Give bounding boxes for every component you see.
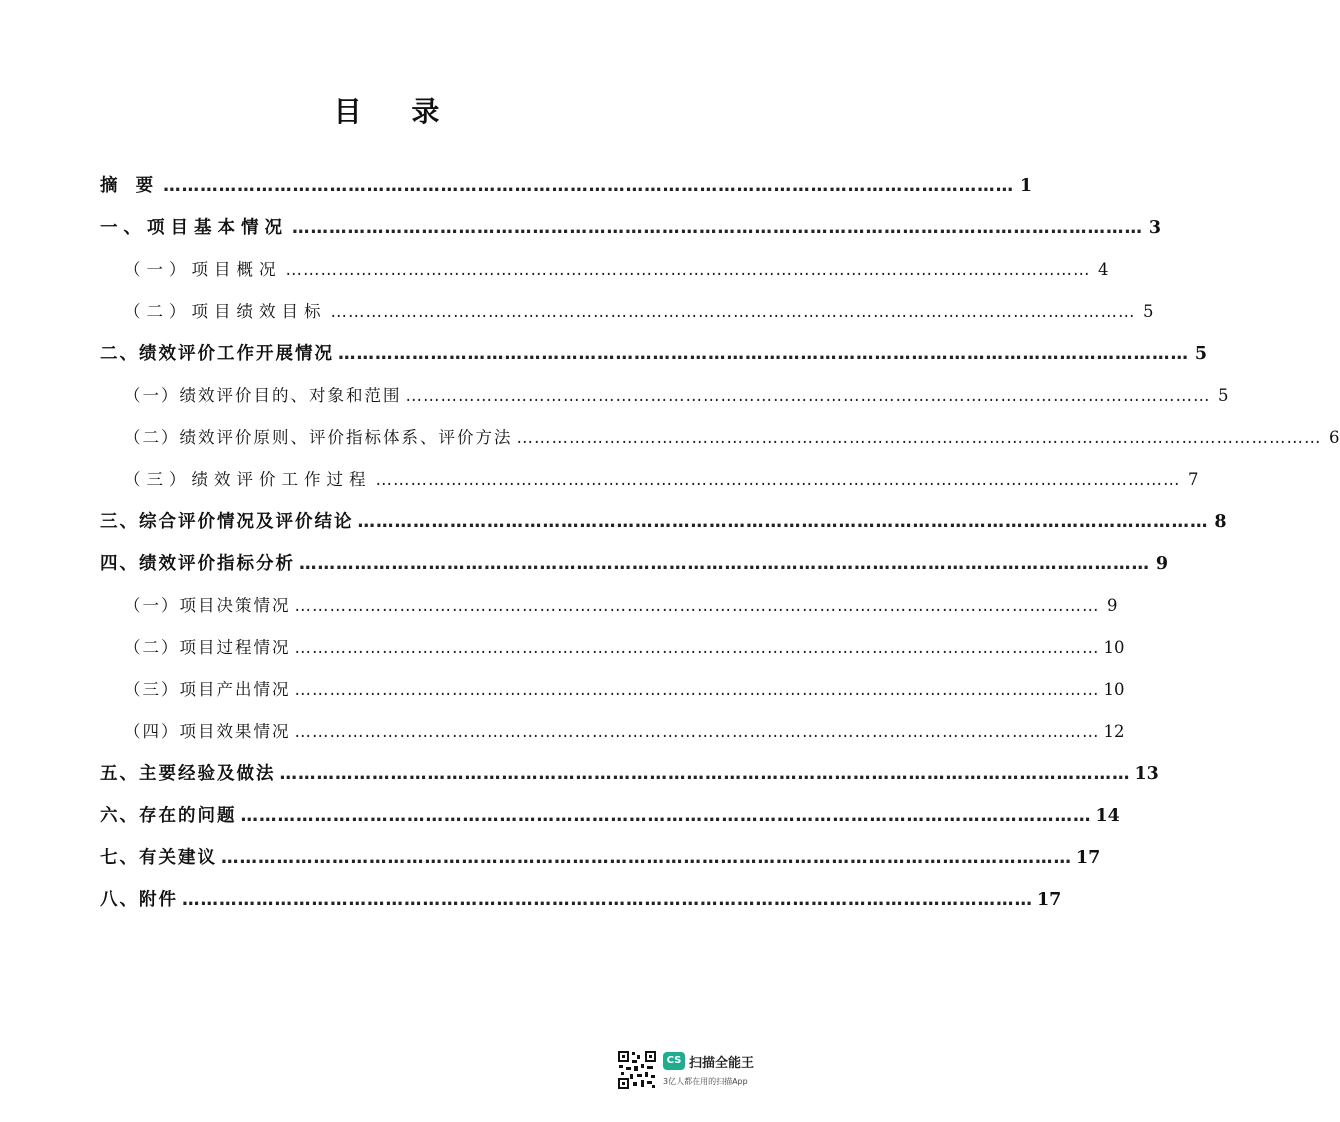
toc-entry-subsection-4-1[interactable]	[100, 592, 1118, 622]
toc-page-number: 13	[1134, 764, 1159, 784]
toc-entry-text: 三、综合评价情况及评价结论	[100, 512, 354, 532]
toc-entry-text: （一）项目概况	[124, 260, 282, 279]
toc-entry-text: 二、绩效评价工作开展情况	[100, 344, 334, 364]
toc-page-number: 3	[1148, 218, 1161, 238]
toc-entry-subsection-4-4[interactable]	[100, 718, 1125, 748]
toc-entry-subsection-4-3[interactable]	[100, 676, 1125, 706]
scanner-logo-badge: CS	[663, 1052, 685, 1070]
toc-dot-leader: …………………………………………………………………………………………………………………………	[292, 218, 1143, 238]
toc-page-number: 17	[1076, 848, 1101, 868]
toc-entry-subsection-2-2[interactable]	[100, 424, 1340, 454]
toc-dot-leader: …………………………………………………………………………………………………………………………	[338, 344, 1189, 364]
toc-entry-section-4[interactable]	[100, 550, 1168, 580]
toc-page-number: 9	[1107, 596, 1118, 615]
toc-entry-text: （四）项目效果情况	[124, 722, 291, 741]
scanner-app-name: 扫描全能王	[689, 1056, 755, 1071]
toc-entry-section-3[interactable]	[100, 508, 1227, 538]
toc-page-number: 10	[1103, 680, 1125, 699]
toc-entry-text: 六、存在的问题	[100, 806, 237, 826]
toc-dot-leader: …………………………………………………………………………………………………………………………	[516, 428, 1322, 447]
toc-page-number: 1	[1019, 176, 1033, 196]
toc-page-number: 5	[1143, 302, 1154, 321]
toc-dot-leader: …………………………………………………………………………………………………………………………	[221, 848, 1072, 868]
toc-dot-leader: …………………………………………………………………………………………………………………………	[357, 512, 1209, 532]
toc-entry-text: （一）绩效评价目的、对象和范围	[124, 386, 402, 405]
toc-dot-leader: …………………………………………………………………………………………………………………………	[330, 302, 1136, 321]
toc-entry-text: （二）项目过程情况	[124, 638, 291, 657]
toc-page-number: 14	[1095, 806, 1120, 826]
toc-dot-leader: …………………………………………………………………………………………………………………………	[299, 554, 1150, 574]
scanner-watermark	[617, 1050, 777, 1102]
toc-dot-leader: …………………………………………………………………………………………………………………………	[163, 176, 1015, 196]
page-title: 目 录	[333, 95, 460, 128]
toc-entry-section-6[interactable]	[100, 802, 1120, 832]
toc-entry-text: （一）项目决策情况	[124, 596, 291, 615]
toc-page-number: 5	[1194, 344, 1207, 364]
toc-dot-leader: …………………………………………………………………………………………………………………………	[279, 764, 1131, 784]
toc-dot-leader: …………………………………………………………………………………………………………………………	[240, 806, 1092, 826]
toc-entry-text: （三）绩效评价工作过程	[124, 470, 372, 489]
toc-entry-section-2[interactable]	[100, 340, 1207, 370]
toc-dot-leader: …………………………………………………………………………………………………………………………	[294, 638, 1100, 657]
toc-page-number: 6	[1329, 428, 1340, 447]
toc-page-number: 9	[1155, 554, 1168, 574]
toc-dot-leader: …………………………………………………………………………………………………………………………	[294, 596, 1100, 615]
toc-entry-text: 一、项目基本情况	[100, 218, 288, 238]
toc-entry-text: （三）项目产出情况	[124, 680, 291, 699]
toc-page-number: 4	[1098, 260, 1109, 279]
toc-page-number: 12	[1103, 722, 1125, 741]
toc-page-number: 7	[1188, 470, 1199, 489]
toc-page-number: 8	[1214, 512, 1227, 532]
toc-entry-section-1[interactable]	[100, 214, 1161, 244]
toc-page-number: 17	[1037, 890, 1062, 910]
toc-dot-leader: …………………………………………………………………………………………………………………………	[294, 722, 1100, 741]
toc-entry-text: 五、主要经验及做法	[100, 764, 276, 784]
toc-entry-subsection-2-1[interactable]	[100, 382, 1229, 412]
toc-entry-text: （二）项目绩效目标	[124, 302, 327, 321]
toc-entry-abstract[interactable]	[100, 172, 1033, 202]
toc-entry-section-7[interactable]	[100, 844, 1101, 874]
scanner-tagline: 3亿人都在用的扫描App	[663, 1077, 748, 1086]
toc-entry-subsection-2-3[interactable]	[100, 466, 1199, 496]
toc-entry-text: 四、绩效评价指标分析	[100, 554, 295, 574]
toc-entry-subsection-4-2[interactable]	[100, 634, 1125, 664]
toc-entry-subsection-1-2[interactable]	[100, 298, 1154, 328]
toc-entry-text: 七、有关建议	[100, 848, 217, 868]
toc-entry-section-8[interactable]	[100, 886, 1062, 916]
toc-entry-text: （二）绩效评价原则、评价指标体系、评价方法	[124, 428, 513, 447]
toc-entry-section-5[interactable]	[100, 760, 1159, 790]
toc-dot-leader: …………………………………………………………………………………………………………………………	[405, 386, 1211, 405]
toc-page-number: 10	[1103, 638, 1125, 657]
toc-entry-text: 八、附件	[100, 890, 178, 910]
toc-page-number: 5	[1218, 386, 1229, 405]
qr-code-icon	[617, 1050, 657, 1090]
toc-dot-leader: …………………………………………………………………………………………………………………………	[182, 890, 1033, 910]
toc-dot-leader: …………………………………………………………………………………………………………………………	[375, 470, 1181, 489]
toc-entry-subsection-1-1[interactable]	[100, 256, 1109, 286]
toc-dot-leader: …………………………………………………………………………………………………………………………	[294, 680, 1100, 699]
toc-dot-leader: …………………………………………………………………………………………………………………………	[285, 260, 1091, 279]
toc-entry-text: 摘 要	[100, 176, 160, 196]
